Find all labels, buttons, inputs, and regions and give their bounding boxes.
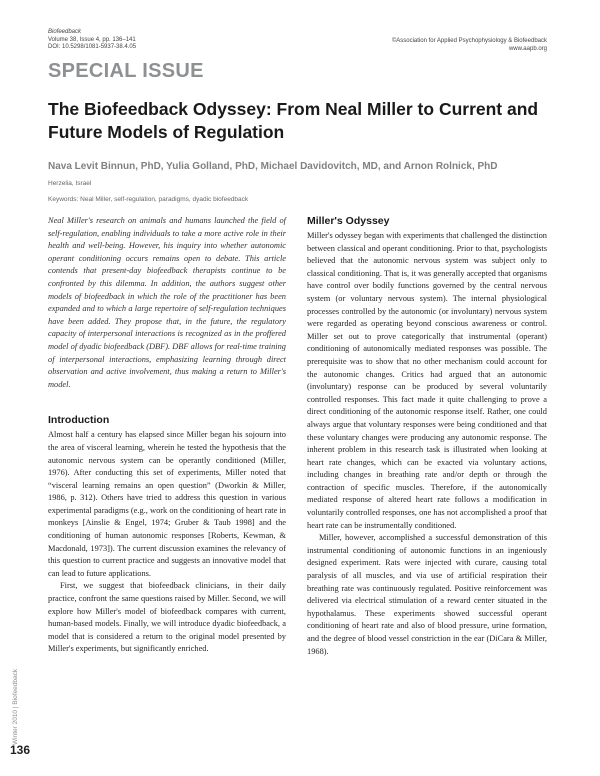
introduction-heading: Introduction	[48, 414, 110, 427]
article-title: The Biofeedback Odyssey: From Neal Miller to Current and Future Models of Regulation	[48, 99, 539, 142]
journal-header	[48, 29, 136, 52]
left-column	[48, 215, 286, 656]
millers-odyssey-heading: Miller's Odyssey	[307, 215, 390, 227]
introduction-paragraph: First, we suggest that biofeedback clinicians, in their daily practice, confront the same questions raised by Miller. Second, we will explore how Miller's model of biofeedback compares with current, human-based models. Finally, we will introduce dyadic biofeedback, a model that is considered a return to the original model presented by Miller's experiments, but significantly enriched.	[48, 581, 286, 654]
page-number: 136	[10, 743, 31, 757]
odyssey-paragraph: Miller, however, accomplished a successful demonstration of this instrumental conditioning of autonomic functions in an ingeniously designed experiment. Rats were injected with curare, causing total paralysis of all muscles, and via use of artificial respiration their breathing rate was continuously regulated. Positive reinforcement was delivered via electrical stimulation of a reward center situated in the hypothalamus. These experiments showed successful operant conditioning of heart rate and also of blood pressure, urine formation, and the degree of blood vessel constriction in the ear (DiCara & Miller, 1968).	[307, 533, 547, 656]
journal-name: Biofeedback	[48, 29, 82, 35]
right-column	[307, 215, 547, 658]
website-link[interactable]: www.aapb.org	[508, 45, 547, 52]
keywords: Keywords: Neal Miller, self-regulation, paradigms, dyadic biofeedback	[48, 196, 249, 203]
odyssey-paragraph: Miller's odyssey began with experiments that challenged the distinction between classical and operant conditioning. Prior to that, psychologists believed that the autonomic nervous system was subject only to classical conditioning. That is, it was generally accepted that organisms have control over bodily functions governed by the central nervous system (or voluntary nervous system). The internal physiological processes controlled by the autonomic (or involuntary) nervous system were regarded as operating beyond conscious awareness or control. Miller set out to prove categorically that instrumental (operant) conditioning of autonomically mediated responses was possible. The prerequisite was to show that no other mechanism could account for the autonomic changes. Critics had argued that an autonomic (involuntary) response can be produced by several voluntarily controlled responses. This fact made it quite challenging to prove a direct conditioning of the autonomic response itself. Rather, one could always argue that voluntary responses were being conditioned and that these voluntary changes were producing any autonomic response. The inherent problem in this research task is illustrated when looking at heart rate changes, which can be exacted via voluntary actions, including changes in breathing rate and/or depth or through the contraction of specific muscles. Therefore, if the autonomically mediated response of altered heart rate follows a modification in voluntarily controlled responses, one has not accomplished a proof that heart rate can be instrumentally conditioned.	[307, 231, 547, 530]
authors: Nava Levit Binnun, PhD, Yulia Golland, PhD, Michael Davidovitch, MD, and Arnon Rolnick, PhD	[48, 161, 498, 172]
copyright-line: ©Association for Applied Psychophysiology & Biofeedback	[391, 38, 547, 44]
issue-side-label: Winter 2010 | Biofeedback	[12, 668, 19, 745]
section-label: SPECIAL ISSUE	[48, 60, 204, 82]
abstract: Neal Miller's research on animals and humans launched the field of self-regulation, enabling individuals to take a more active role in their health and well-being. However, his inquiry into whether autonomic operant conditioning occurs remains open to debate. This article contends that present-day biofeedback therapists continue to be confronted by this dilemma. In addition, the authors suggest other models of biofeedback in which the role of the practitioner has been expanded and to which a large repertoire of self-regulation techniques have been added. They propose that, in the future, the regulatory capacity of interpersonal interactions is recognized as in the proffered model of dyadic biofeedback (DBF). DBF allows for real-time training of interpersonal interactions, emphasizing learning through direct observation and active involvement, thus making a return to Miller's model.	[48, 216, 286, 389]
volume-line: Volume 38, Issue 4, pp. 136–141	[48, 36, 136, 43]
affiliation: Herzelia, Israel	[48, 180, 92, 187]
introduction-paragraph: Almost half a century has elapsed since Miller began his sojourn into the area of visceral learning, wherein he tested the hypothesis that the autonomic nervous system can be operantly conditioned (Miller, 1976). After conducting this set of experiments, Miller noted that “visceral learning remains an open question” (Dworkin & Miller, 1986, p. 312). Others have tried to address this question in various experimental paradigms (e.g., work on the conditioning of heart rate in monkeys [Ainslie & Engel, 1974; Gruber & Taub 1998] and the conditioning of human autonomic responses [Roberts, Kewman, & Macdonald, 1973]). The current discussion examines the relevancy of this question to current practice and suggests an innovative model that can lead to future applications.	[48, 430, 286, 578]
publisher-header	[392, 38, 547, 53]
doi-line: DOI: 10.5298/1081-5937-38.4.05	[48, 44, 137, 51]
